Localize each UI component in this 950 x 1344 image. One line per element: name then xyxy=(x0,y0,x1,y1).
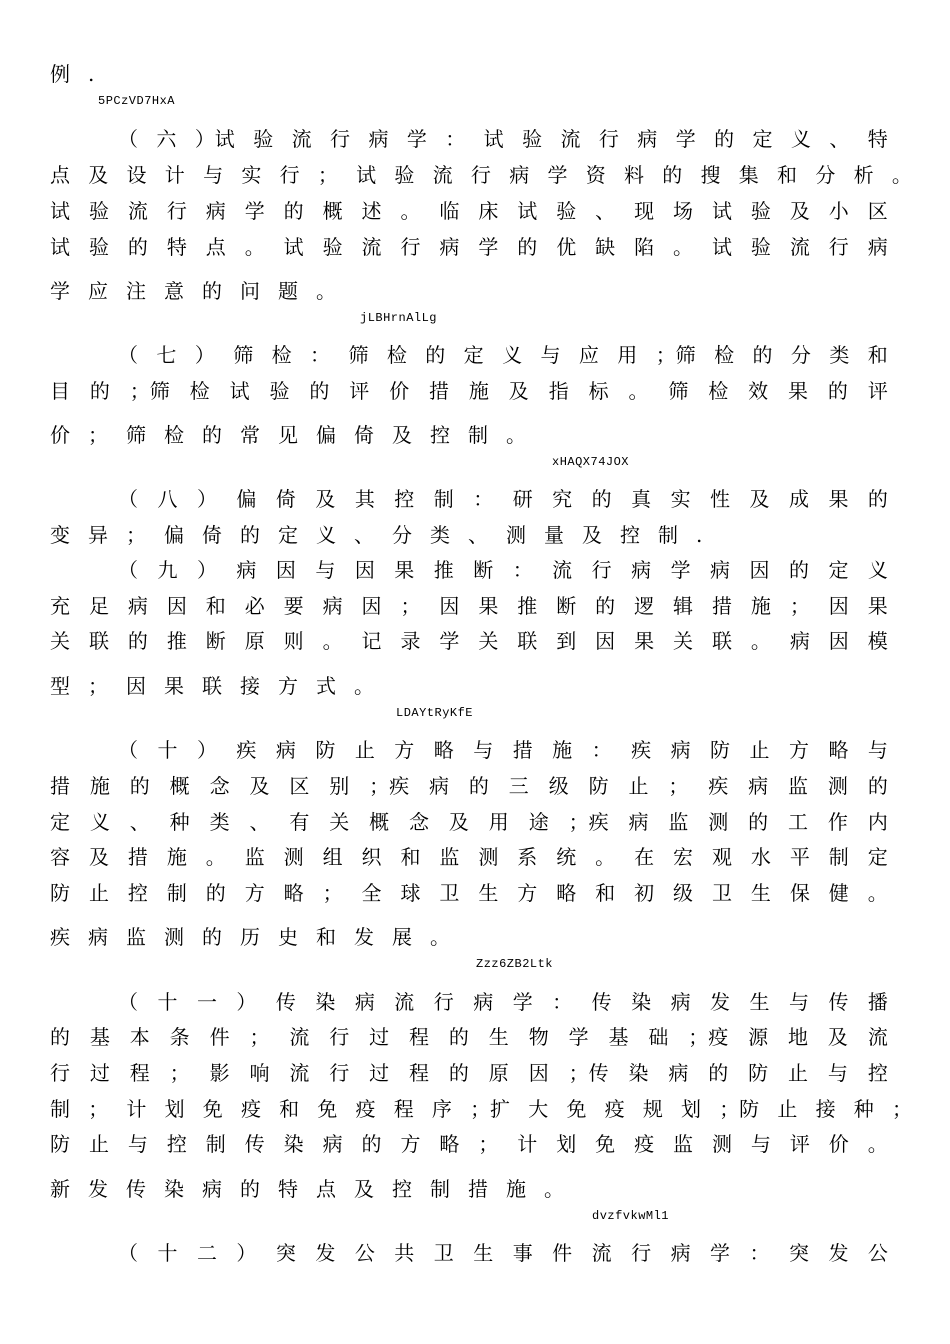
text-line: 试 验 流 行 病 学 的 概 述 。 临 床 试 验 、 现 场 试 验 及 小 区 xyxy=(50,199,888,223)
text-line: 型 ； 因 果 联 接 方 式 。 xyxy=(50,674,374,698)
text-line: 的 基 本 条 件 ； 流 行 过 程 的 生 物 学 基 础 ；疫 源 地 及 流 xyxy=(50,1025,888,1049)
text-line: 学 应 注 意 的 问 题 。 xyxy=(50,279,336,303)
text-line: 点 及 设 计 与 实 行 ； 试 验 流 行 病 学 资 料 的 搜 集 和 分 析 。 xyxy=(50,163,912,187)
text-line: （ 六 ）试 验 流 行 病 学 ： 试 验 流 行 病 学 的 定 义 、 特 xyxy=(118,127,888,151)
text-line: 定 义 、 种 类 、 有 关 概 念 及 用 途 ；疾 病 监 测 的 工 作 内 xyxy=(50,810,888,834)
text-line: 行 过 程 ； 影 响 流 行 过 程 的 原 因 ；传 染 病 的 防 止 与 控 xyxy=(50,1061,888,1085)
text-line: 目 的 ；筛 检 试 验 的 评 价 措 施 及 指 标 。 筛 检 效 果 的 评 xyxy=(50,379,888,403)
text-line: 容 及 措 施 。 监 测 组 织 和 监 测 系 统 。 在 宏 观 水 平 制 定 xyxy=(50,845,888,869)
text-line: 例 . xyxy=(50,62,95,86)
text-line: 价 ； 筛 检 的 常 见 偏 倚 及 控 制 。 xyxy=(50,423,526,447)
text-line: 变 异 ； 偏 倚 的 定 义 、 分 类 、 测 量 及 控 制 . xyxy=(50,523,703,547)
text-line: （ 七 ） 筛 检 ： 筛 检 的 定 义 与 应 用 ；筛 检 的 分 类 和 xyxy=(118,343,888,367)
text-line: 试 验 的 特 点 。 试 验 流 行 病 学 的 优 缺 陷 。 试 验 流 行 病 xyxy=(50,235,888,259)
text-line: 制 ； 计 划 免 疫 和 免 疫 程 序 ；扩 大 免 疫 规 划 ；防 止 接 种 ； xyxy=(50,1097,912,1121)
text-line: 防 止 控 制 的 方 略 ； 全 球 卫 生 方 略 和 初 级 卫 生 保 健 。 xyxy=(50,881,888,905)
text-line: 关 联 的 推 断 原 则 。 记 录 学 关 联 到 因 果 关 联 。 病 因 模 xyxy=(50,629,888,653)
text-line: （ 十 二 ） 突 发 公 共 卫 生 事 件 流 行 病 学 ： 突 发 公 xyxy=(118,1241,888,1265)
doc-code: xHAQX74JOX xyxy=(552,455,630,469)
text-line: （ 十 ） 疾 病 防 止 方 略 与 措 施 ： 疾 病 防 止 方 略 与 xyxy=(118,738,888,762)
text-line: 疾 病 监 测 的 历 史 和 发 展 。 xyxy=(50,925,450,949)
doc-code: jLBHrnAlLg xyxy=(360,311,438,325)
doc-code: Zzz6ZB2Ltk xyxy=(476,957,554,971)
doc-code: 5PCzVD7HxA xyxy=(98,94,176,108)
text-line: 新 发 传 染 病 的 特 点 及 控 制 措 施 。 xyxy=(50,1177,564,1201)
text-line: 措 施 的 概 念 及 区 别 ；疾 病 的 三 级 防 止 ； 疾 病 监 测 的 xyxy=(50,774,888,798)
text-line: （ 八 ） 偏 倚 及 其 控 制 ： 研 究 的 真 实 性 及 成 果 的 xyxy=(118,487,888,511)
text-line: （ 十 一 ） 传 染 病 流 行 病 学 ： 传 染 病 发 生 与 传 播 xyxy=(118,990,888,1014)
doc-code: LDAYtRyKfE xyxy=(396,706,474,720)
text-line: 防 止 与 控 制 传 染 病 的 方 略 ； 计 划 免 疫 监 测 与 评 价 。 xyxy=(50,1132,888,1156)
doc-code: dvzfvkwMl1 xyxy=(592,1209,670,1223)
text-line: 充 足 病 因 和 必 要 病 因 ； 因 果 推 断 的 逻 辑 措 施 ； 因 果 xyxy=(50,594,888,618)
text-line: （ 九 ） 病 因 与 因 果 推 断 ： 流 行 病 学 病 因 的 定 义 xyxy=(118,558,888,582)
